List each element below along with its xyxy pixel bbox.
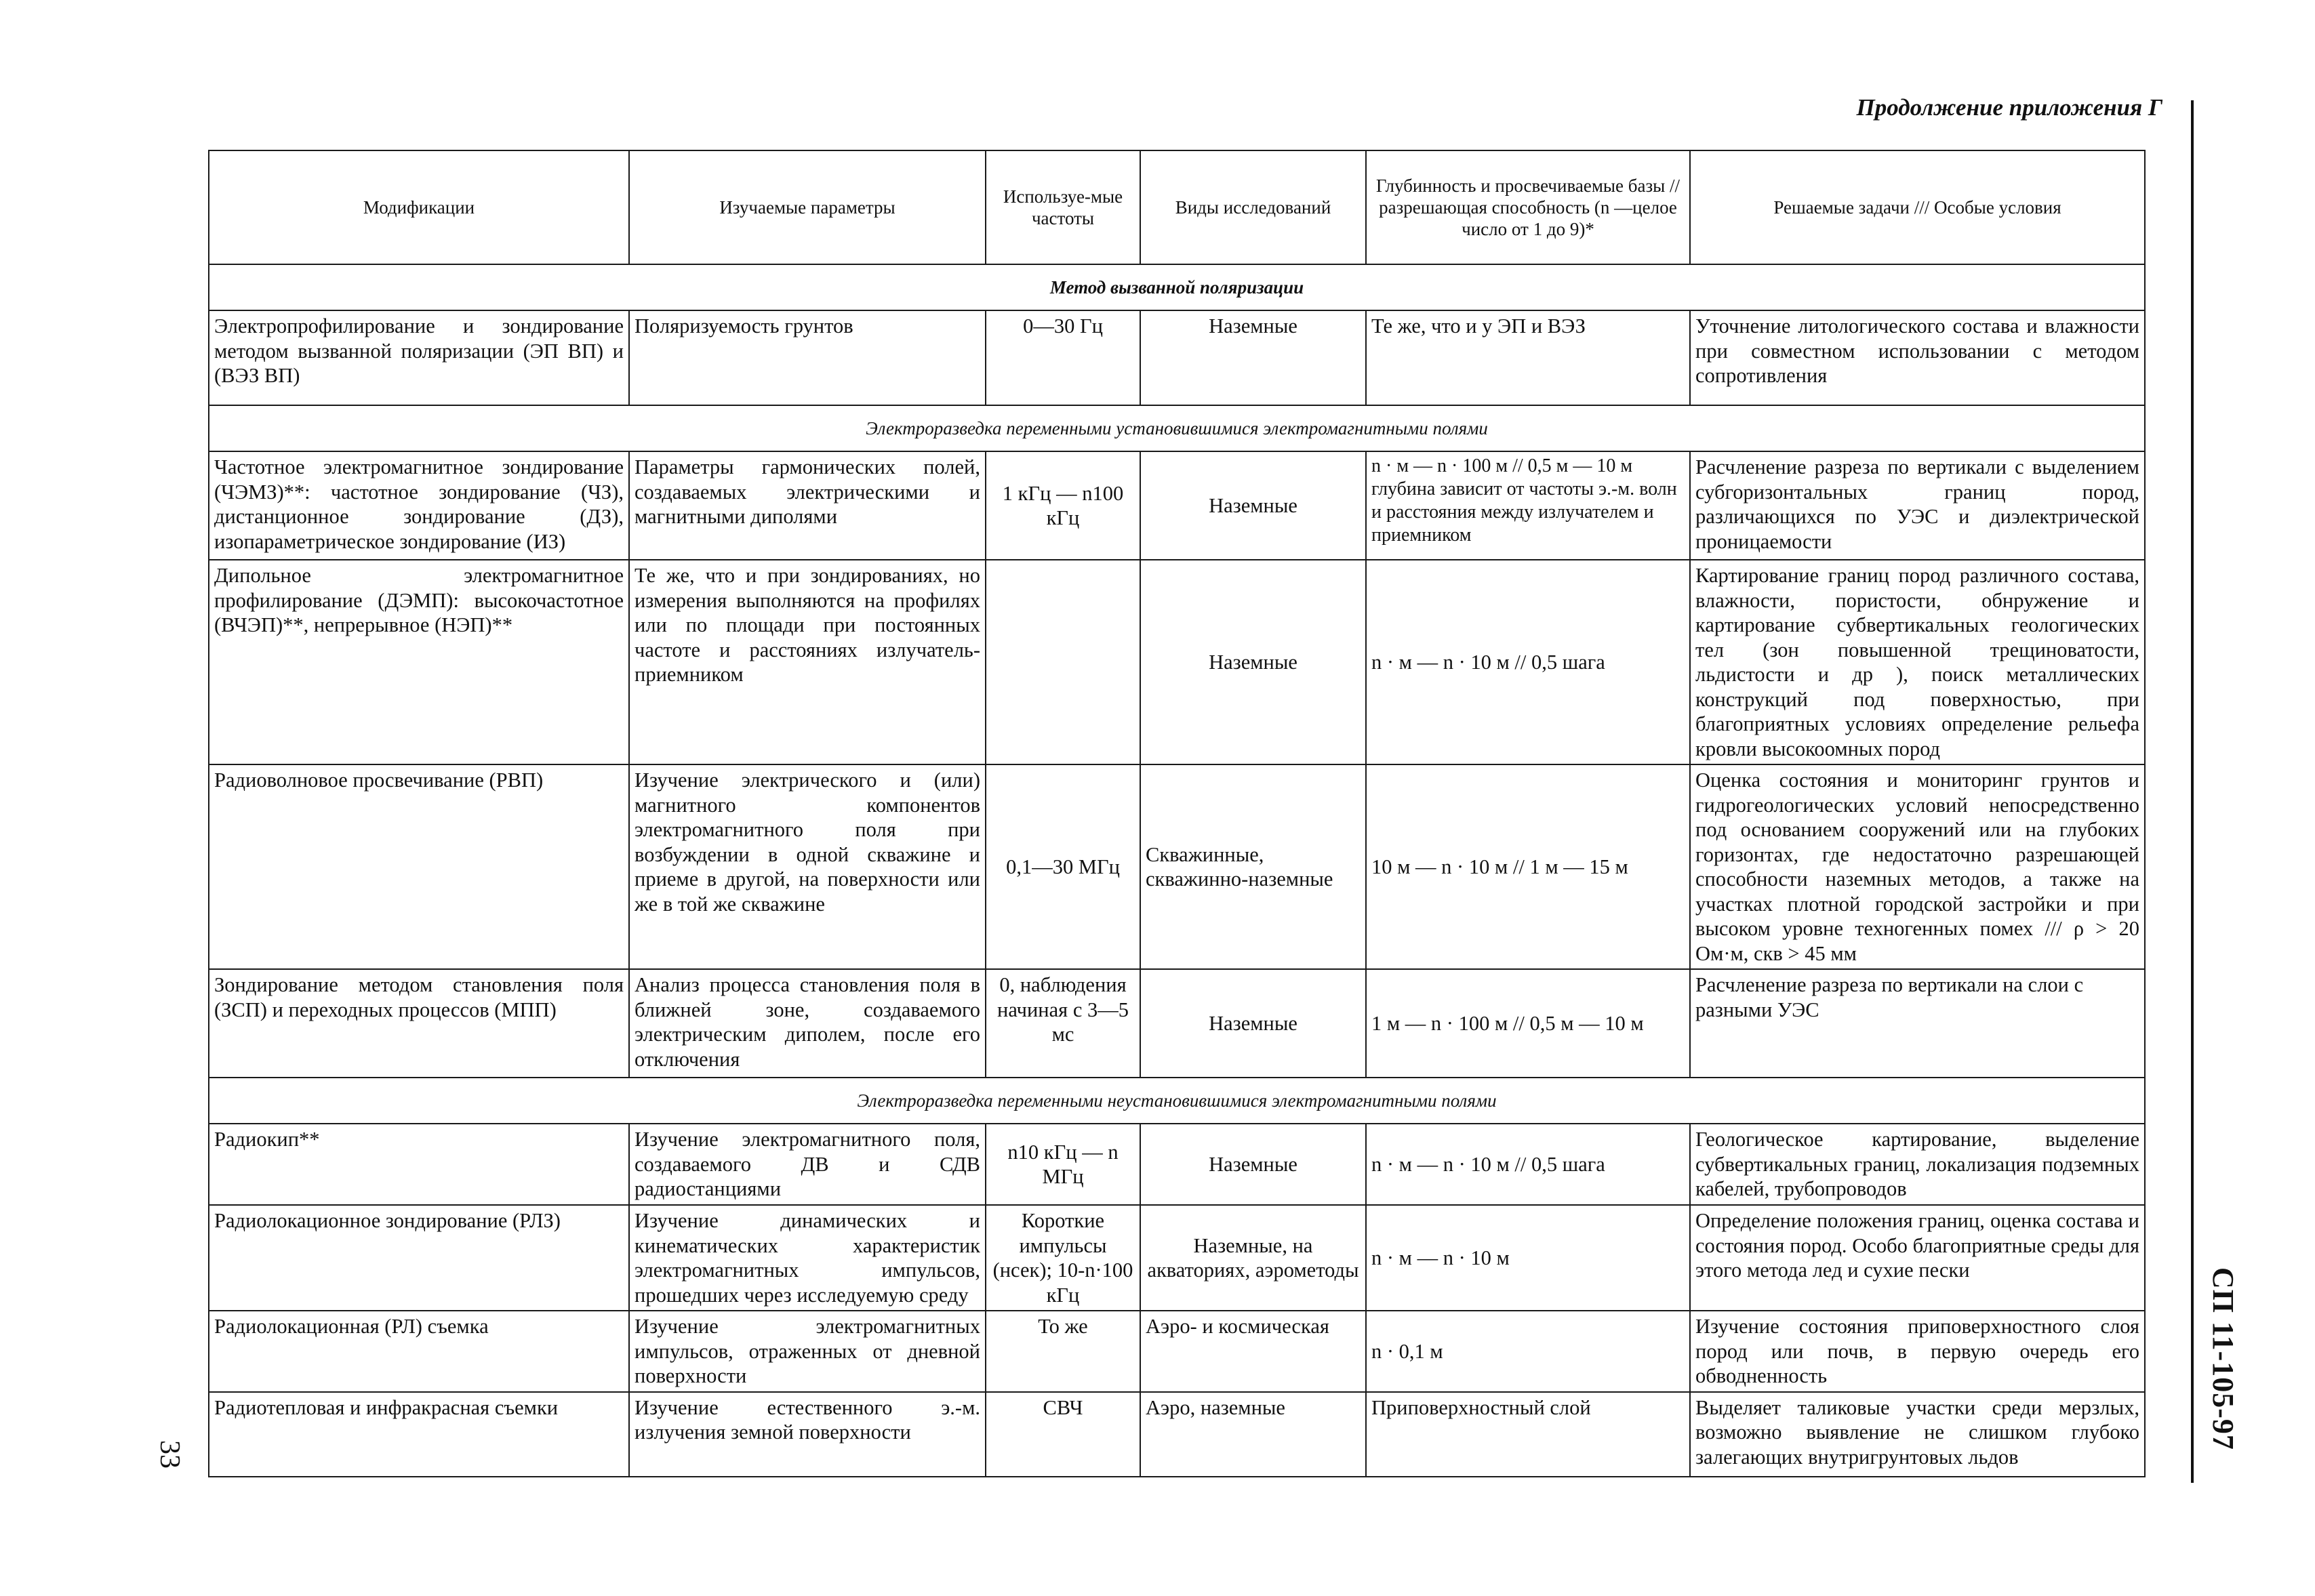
section-row: [209, 405, 2145, 451]
cell-depth: n · 0,1 м: [1366, 1311, 1690, 1392]
cell-depth: n · м — n · 100 м // 0,5 м — 10 м глубина зависит от частоты э.-м. волн и расстояния между излучателем и приемником: [1366, 451, 1690, 560]
cell-parameters: Анализ процесса становления поля в ближней зоне, создаваемого электрическим диполем, после его отключения: [629, 969, 986, 1078]
cell-depth: n · м — n · 10 м // 0,5 шага: [1366, 1124, 1690, 1205]
right-margin-rule: [2191, 100, 2194, 1483]
cell-tasks: Оценка состояния и мониторинг грунтов и гидрогеологических условий непосредственно под основанием сооружений или на глубоких горизонтах, где недостаточно разрешающей способности наземных методов, а также на участках плотной городской застройки и при высоком уровне техногенных помех /// ρ > 20 Ом·м, скв > 45 мм: [1690, 764, 2145, 969]
section-title: Метод вызванной поляризации: [209, 264, 2145, 310]
table-row: [209, 310, 2145, 405]
cell-depth: 10 м — n · 10 м // 1 м — 15 м: [1366, 764, 1690, 969]
cell-types: Наземные: [1140, 1124, 1366, 1205]
cell-modification: Радиокип**: [209, 1124, 629, 1205]
table-row: [209, 969, 2145, 1078]
section-title: Электроразведка переменными установившимися электромагнитными полями: [209, 405, 2145, 451]
cell-tasks: Уточнение литологического состава и влажности при совместном использовании с методом сопротивления: [1690, 310, 2145, 405]
cell-parameters: Поляризуемость грунтов: [629, 310, 986, 405]
cell-tasks: Геологическое картирование, выделение субвертикальных границ, локализация подземных кабелей, трубопроводов: [1690, 1124, 2145, 1205]
table-row: [209, 1392, 2145, 1477]
cell-parameters: Изучение электромагнитного поля, создаваемого ДВ и СДВ радиостанциями: [629, 1124, 986, 1205]
cell-tasks: Расчленение разреза по вертикали на слои с разными УЭС: [1690, 969, 2145, 1078]
column-header-research-types: Виды исследований: [1140, 150, 1366, 264]
cell-types: Аэро- и космическая: [1140, 1311, 1366, 1392]
cell-tasks: Выделяет таликовые участки среди мерзлых, возможно выявление не слишком глубоко залегающих внутригрунтовых льдов: [1690, 1392, 2145, 1477]
cell-types: Наземные: [1140, 451, 1366, 560]
cell-depth: 1 м — n · 100 м // 0,5 м — 10 м: [1366, 969, 1690, 1078]
cell-types: Наземные: [1140, 969, 1366, 1078]
section-row: [209, 264, 2145, 310]
cell-modification: Радиоволновое просвечивание (РВП): [209, 764, 629, 969]
table-row: [209, 764, 2145, 969]
table-header-row: [209, 150, 2145, 264]
cell-modification: Частотное электромагнитное зондирование (ЧЭМЗ)**: частотное зондирование (ЧЗ), дистанционное зондирование (ДЗ), изопараметрическое зондирование (ИЗ): [209, 451, 629, 560]
cell-frequencies: 0—30 Гц: [986, 310, 1140, 405]
cell-tasks: Картирование границ пород различного состава, влажности, пористости, обнружение и картирование субвертикальных геологических тел (зон повышенной трещиноватости, льдистости и др ), поиск металлических конструкций под поверхностью, при благоприятных условиях определение рельефа кровли высокоомных пород: [1690, 560, 2145, 764]
cell-depth: Те же, что и у ЭП и ВЭЗ: [1366, 310, 1690, 405]
cell-parameters: Изучение электрического и (или) магнитного компонентов электромагнитного поля при возбуждении в одной скважине и приеме в другой, на поверхности или же в той же скважине: [629, 764, 986, 969]
section-row: [209, 1078, 2145, 1124]
cell-modification: Радиотепловая и инфракрасная съемки: [209, 1392, 629, 1477]
cell-modification: Зондирование методом становления поля (ЗСП) и переходных процессов (МПП): [209, 969, 629, 1078]
appendix-continuation-header: Продолжение приложения Г: [1856, 94, 2162, 121]
cell-tasks: Изучение состояния приповерхностного слоя пород или почв, в первую очередь его обводненность: [1690, 1311, 2145, 1392]
table-row: [209, 1124, 2145, 1205]
cell-tasks: Определение положения границ, оценка состава и состояния пород. Особо благоприятные среды для этого метода лед и сухие пески: [1690, 1205, 2145, 1311]
table-row: [209, 1205, 2145, 1311]
cell-frequencies: 0,1—30 МГц: [986, 764, 1140, 969]
cell-frequencies: 1 кГц — n100 кГц: [986, 451, 1140, 560]
column-header-tasks: Решаемые задачи /// Особые условия: [1690, 150, 2145, 264]
cell-parameters: Те же, что и при зондированиях, но измерения выполняются на профилях или по площади при постоянных частоте и расстояниях излучатель-приемником: [629, 560, 986, 764]
cell-parameters: Параметры гармонических полей, создаваемых электрическими и магнитными диполями: [629, 451, 986, 560]
column-header-parameters: Изучаемые параметры: [629, 150, 986, 264]
table-row: [209, 451, 2145, 560]
document-code-vertical: СП 11-105-97: [2207, 1267, 2240, 1450]
column-header-depth: Глубинность и просвечиваемые базы // разрешающая способность (n —целое число от 1 до 9)*: [1366, 150, 1690, 264]
column-header-frequencies: Используе-мые частоты: [986, 150, 1140, 264]
cell-frequencies: СВЧ: [986, 1392, 1140, 1477]
cell-depth: Приповерхностный слой: [1366, 1392, 1690, 1477]
cell-types: Наземные: [1140, 310, 1366, 405]
cell-modification: Дипольное электромагнитное профилирование (ДЭМП): высокочастотное (ВЧЭП)**, непрерывное (НЭП)**: [209, 560, 629, 764]
section-title: Электроразведка переменными неустановившимися электромагнитными полями: [209, 1078, 2145, 1124]
cell-depth: n · м — n · 10 м // 0,5 шага: [1366, 560, 1690, 764]
cell-modification: Электропрофилирование и зондирование методом вызванной поляризации (ЭП ВП) и (ВЭЗ ВП): [209, 310, 629, 405]
column-header-modifications: Модификации: [209, 150, 629, 264]
cell-types: Наземные, на акваториях, аэрометоды: [1140, 1205, 1366, 1311]
cell-frequencies: [986, 560, 1140, 764]
cell-types: Скважинные, скважинно-наземные: [1140, 764, 1366, 969]
table-row: [209, 1311, 2145, 1392]
cell-frequencies: 0, наблюдения начиная с 3—5 мс: [986, 969, 1140, 1078]
page-number-vertical: 33: [154, 1440, 185, 1469]
cell-parameters: Изучение электромагнитных импульсов, отраженных от дневной поверхности: [629, 1311, 986, 1392]
cell-frequencies: n10 кГц — n МГц: [986, 1124, 1140, 1205]
cell-tasks: Расчленение разреза по вертикали с выделением субгоризонтальных границ пород, различающихся по УЭС и диэлектрической проницаемости: [1690, 451, 2145, 560]
cell-depth: n · м — n · 10 м: [1366, 1205, 1690, 1311]
cell-modification: Радиолокационная (РЛ) съемка: [209, 1311, 629, 1392]
cell-parameters: Изучение динамических и кинематических характеристик электромагнитных импульсов, прошедших через исследуемую среду: [629, 1205, 986, 1311]
table-row: [209, 560, 2145, 764]
cell-frequencies: Короткие импульсы (нсек); 10-n·100 кГц: [986, 1205, 1140, 1311]
cell-types: Аэро, наземные: [1140, 1392, 1366, 1477]
cell-frequencies: То же: [986, 1311, 1140, 1392]
methods-table: [208, 150, 2146, 1477]
cell-modification: Радиолокационное зондирование (РЛЗ): [209, 1205, 629, 1311]
cell-parameters: Изучение естественного э.-м. излучения земной поверхности: [629, 1392, 986, 1477]
cell-types: Наземные: [1140, 560, 1366, 764]
